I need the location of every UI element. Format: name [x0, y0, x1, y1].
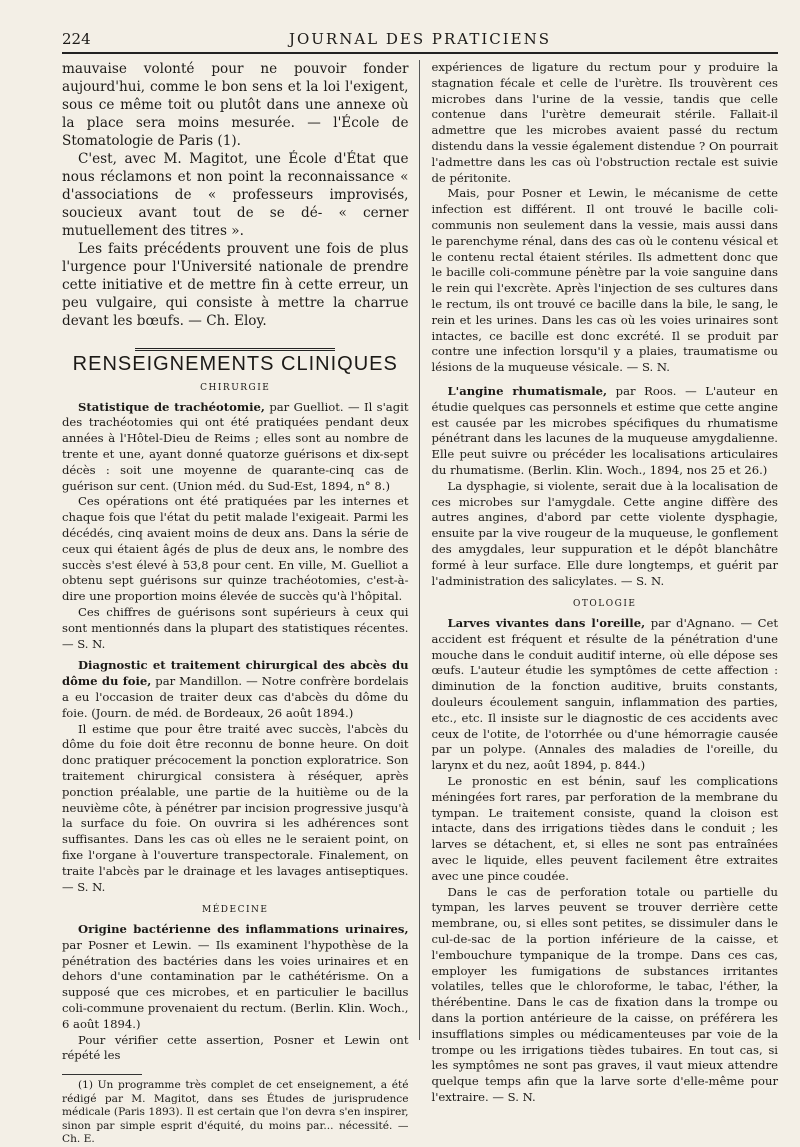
- article-paragraph: [62, 658, 409, 721]
- paragraph: La dysphagie, si violente, serait due à la localisation de ces microbes sur l'amygdale. Cette angine diffère des autres angines, d'abord par cette violente dysphagie, ensuite par la vive rougeur de la muqueuse, le gonflement des amygdales, leur suppuration et le dépôt blanchâtre formé à leur surface. Elle dure longtemps, et guérit par l'administration des salicylates. — S. N.: [431, 478, 778, 588]
- article-title: Statistique de trachéotomie,: [78, 399, 265, 414]
- section-title: RENSEIGNEMENTS CLINIQUES: [72, 353, 398, 375]
- left-column: [62, 60, 420, 1146]
- paragraph: Les faits précédents prouvent une fois de plus l'urgence pour l'Université nationale de prendre cette initiative et de mettre fin à cette erreur, un peu vulgaire, qui consiste à mettre la charrue devant les bœufs. — Ch. Eloy.: [62, 241, 409, 329]
- right-column: [431, 60, 779, 1104]
- article-paragraph: [432, 384, 779, 479]
- rubric-heading: CHIRURGIE: [200, 382, 271, 393]
- section-divider: [135, 348, 335, 351]
- article-text: par Mandillon. — Notre confrère bordelais a eu l'occasion de traiter deux cas d'abcès du dôme du foie. (Journ. de méd. de Bordeaux, 26 août 1894.): [62, 674, 409, 720]
- article-title: Larves vivantes dans l'oreille,: [447, 616, 646, 631]
- rubric-heading: OTOLOGIE: [573, 599, 637, 610]
- paragraph: Dans le cas de perforation totale ou partielle du tympan, les larves peuvent se trouver derrière cette membrane, ou, si elles sont petites, se dissimuler dans le cul-de-sac de la portion inférieure de la caisse, et l'embouchure tympanique de la trompe. Dans ces cas, employer les fumigations de substances irritantes volatiles, telles que le chloroforme, le tabac, l'éther, la thérébentine. Dans le cas de fixation dans la trompe ou dans la portion antérieure de la caisse, on préférera les insufflations simples ou médicamenteuses par voie de la trompe ou les irrigations tièdes tubaires. En tout cas, si les symptômes ne sont pas graves, il vaut mieux attendre quelque temps afin que la larve sorte d'elle-même pour l'extraire. — S. N.: [431, 884, 778, 1104]
- paragraph: mauvaise volonté pour ne pouvoir fonder aujourd'hui, comme le bon sens et la loi l'exigent, sous ce même toit ou plutôt dans une annexe où la place sera moins mesurée. — l'École de Stomatologie de Paris (1).: [62, 61, 409, 149]
- page-number: 224: [62, 30, 91, 48]
- article-paragraph: [62, 400, 409, 495]
- paragraph: expériences de ligature du rectum pour y produire la stagnation fécale et celle de l'urètre. Ils trouvèrent ces microbes dans l'urine de la vessie, tandis que celle contenue dans l'urètre demeurait stérile. Fallait-il admettre que les microbes avaient passé du rectum distendu dans la vessie également distendue ? On pourrait l'admettre dans les cas où l'obstruction rectale est suivie de péritonite.: [431, 60, 778, 185]
- footnote-rule: [62, 1074, 142, 1075]
- article-text: par Posner et Lewin. — Ils examinent l'hypothèse de la pénétration des bactéries dans les voies urinaires et en dehors d'une contamination par le cathétérisme. On a supposé que ces microbes, et en particulier le bacillus coli-commune provenaient du rectum. (Berlin. Klin. Woch., 6 août 1894.): [62, 937, 409, 1031]
- paragraph: Ces chiffres de guérisons sont supérieurs à ceux qui sont mentionnés dans la plupart des statistiques récentes. — S. N.: [62, 604, 409, 651]
- paragraph: Ces opérations ont été pratiquées par les internes et chaque fois que l'état du petit malade l'exigeait. Parmi les décédés, cinq avaient moins de deux ans. Dans la série de ceux qui étaient âgés de plus de deux ans, le nombre des succès s'est élevé à 53,8 pour cent. En ville, M. Guelliot a obtenu sept guérisons sur quinze trachéotomies, c'est-à-dire une proportion moins élevée de succès qu'à l'hôpital.: [62, 494, 409, 604]
- paragraph: Mais, pour Posner et Lewin, le mécanisme de cette infection est différent. Il ont trouvé le bacille coli-communis non seulement dans la vessie, mais aussi dans le parenchyme rénal, dans des cas où le contenu vésical et le contenu rectal étaient stériles. Ils admettent donc que le bacille coli-commune pénètre par la voie sanguine dans le rein qui l'excrète. Après l'injection de ses cultures dans le rectum, ils ont trouvé ce bacille dans la bile, le sang, le rein et les urines. Dans les cas où les voies urinaires sont intactes, ce bacille est donc excrété. Il se produit par contre une infection lorsqu'il y a plaies, traumatisme ou lésions de la muqueuse vésicale. — S. N.: [431, 186, 778, 375]
- article-text: par Roos. — L'auteur en étudie quelques cas personnels et estime que cette angine est causée par les microbes spécifiques du rhumatisme pénétrant dans les lacunes de la muqueuse amygdalienne. Elle peut suivre ou précéder les localisations articulaires du rhumatisme. (Berlin. Klin. Woch., 1894, nos 25 et 26.): [431, 383, 778, 477]
- intro-text: [62, 60, 409, 330]
- page-header: [62, 26, 778, 54]
- paragraph: Il estime que pour être traité avec succès, l'abcès du dôme du foie doit être reconnu de bonne heure. On doit donc pratiquer précocement la ponction exploratrice. Son traitement chirurgical consistera à réséquer, après ponction préalable, une partie de la huitième ou de la neuvième côte, à pénétrer par incision progressive jusqu'à la surface du foie. On ouvrira si les adhérences sont suffisantes. Dans les cas où elles ne le seraient point, on fixe l'organe à l'ouverture transpectorale. Finalement, on traite l'abcès par le drainage et les lavages antiseptiques. — S. N.: [62, 721, 409, 894]
- article-title: Origine bactérienne des inflammations urinaires,: [78, 922, 409, 937]
- paragraph: Pour vérifier cette assertion, Posner et Lewin ont répété les: [62, 1032, 409, 1063]
- journal-title: JOURNAL DES PRATICIENS: [288, 30, 552, 48]
- footnote: (1) Un programme très complet de cet enseignement, a été rédigé par M. Magitot, dans ses Études de jurisprudence médicale (Paris 1893). Il est certain que l'on devra s'en inspirer, sinon par simple esprit d'équité, du moins par... nécessité. — Ch. E.: [62, 1079, 409, 1146]
- paragraph: Le pronostic en est bénin, sauf les complications méningées fort rares, par perforation de la membrane du tympan. Le traitement consiste, quand la cloison est intacte, dans des irrigations tièdes dans le conduit ; les larves se détachent, et, si elles ne sont pas entraînées avec le liquide, elles peuvent facilement être extraites avec une pince coudée.: [431, 774, 778, 883]
- article-text: par d'Agnano. — Cet accident est fréquent et résulte de la pénétration d'une mouche dans le conduit auditif interne, où elle dépose ses œufs. L'auteur étudie les symptômes de cette affection : diminution de la fonction auditive, bruits constants, douleurs écoulement sanguin, inflammation des parties, etc., etc. Il insiste sur le diagnostic de ces accidents avec ceux de l'otite, de l'otorrhée ou d'une hémorragie causée par un polype. (Annales des maladies de l'oreille, du larynx et du nez, août 1894, p. 844.): [431, 616, 778, 773]
- article-paragraph: [432, 616, 779, 774]
- paragraph: C'est, avec M. Magitot, une École d'État que nous réclamons et non point la reconnaissance « d'associations de « professeurs improvisés, soucieux avant tout de se dé- « cerner mutuellement des titres ».: [62, 151, 409, 239]
- article-title: Diagnostic et traitement chirurgical des abcès du dôme du foie,: [62, 658, 409, 689]
- article-title: L'angine rhumatismale,: [447, 383, 608, 398]
- rubric-heading: MÉDECINE: [202, 905, 269, 916]
- article-paragraph: [62, 922, 409, 1033]
- article-text: par Guelliot. — Il s'agit des trachéotomies qui ont été pratiquées pendant deux années à l'Hôtel-Dieu de Reims ; elles sont au nombre de trente et une, ayant donné quatorze guérisons et dix-sept décès : soit une moyenne de quarante-cinq cas de guérison sur cent. (Union méd. du Sud-Est, 1894, n° 8.): [62, 399, 409, 493]
